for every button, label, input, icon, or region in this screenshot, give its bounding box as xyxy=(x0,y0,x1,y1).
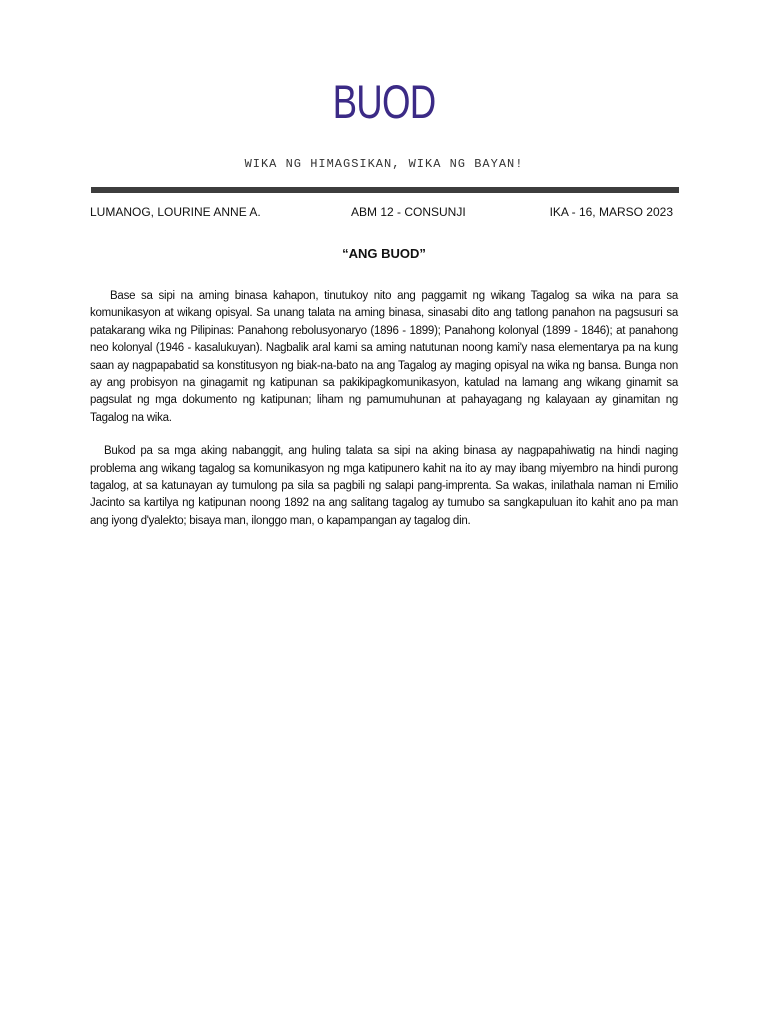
header-divider xyxy=(91,187,679,193)
section-heading: “ANG BUOD” xyxy=(342,246,426,261)
author-name: LUMANOG, LOURINE ANNE A. xyxy=(90,205,261,219)
body-text xyxy=(90,288,678,546)
document-title: BUOD xyxy=(332,75,436,128)
document-subtitle: WIKA NG HIMAGSIKAN, WIKA NG BAYAN! xyxy=(244,157,524,171)
paragraph-2: Bukod pa sa mga aking nabanggit, ang huling talata sa sipi na aking binasa ay nagpapahiwatig na hindi naging problema ang wikang tagalog sa komunikasyon ng mga katipunero kahit na ito ay may ibang miyembro na hindi purong tagalog, at sa katunayan ay tumulong pa sila sa pagbili ng salapi pang-imprenta. Sa wakas, inilathala naman ni Emilio Jacinto sa kartilya ng katipunan noong 1892 na ang salitang tagalog ay tumubo sa sangkapuluan ito kahit ano pa man ang iyong d'yalekto; bisaya man, ilonggo man, o kapampangan ay tagalog din. xyxy=(90,445,678,527)
document-date: IKA - 16, MARSO 2023 xyxy=(549,205,673,219)
paragraph-1: Base sa sipi na aming binasa kahapon, tinutukoy nito ang paggamit ng wikang Tagalog sa wika na para sa komunikasyon at wikang opisyal. Sa unang talata na aming binasa, sinasabi dito ang tatlong panahon na pagsusuri sa patakarang wika ng Pilipinas: Panahong rebolusyonaryo (1896 - 1899); Panahong kolonyal (1899 - 1846); at panahong neo kolonyal (1946 - kasalukuyan). Nagbalik aral kami sa aming natutunan noong kami'y nasa elementarya pa na kung saan ay nagpapabatid sa konstitusyon ng biak-na-bato na ang Tagalog ay maging opisyal na wika ng bansa. Bunga non ay ang probisyon na ginagamit ng katipunan sa pakikipagkomunikasyon, katulad na lamang ang wikang ginamit sa pagsulat ng mga dokumento ng katipunan; liham ng pamumuhunan at pahayagang ng kalayaan ay ginamitan ng Tagalog na wika. xyxy=(90,290,678,424)
class-section: ABM 12 - CONSUNJI xyxy=(351,205,466,219)
